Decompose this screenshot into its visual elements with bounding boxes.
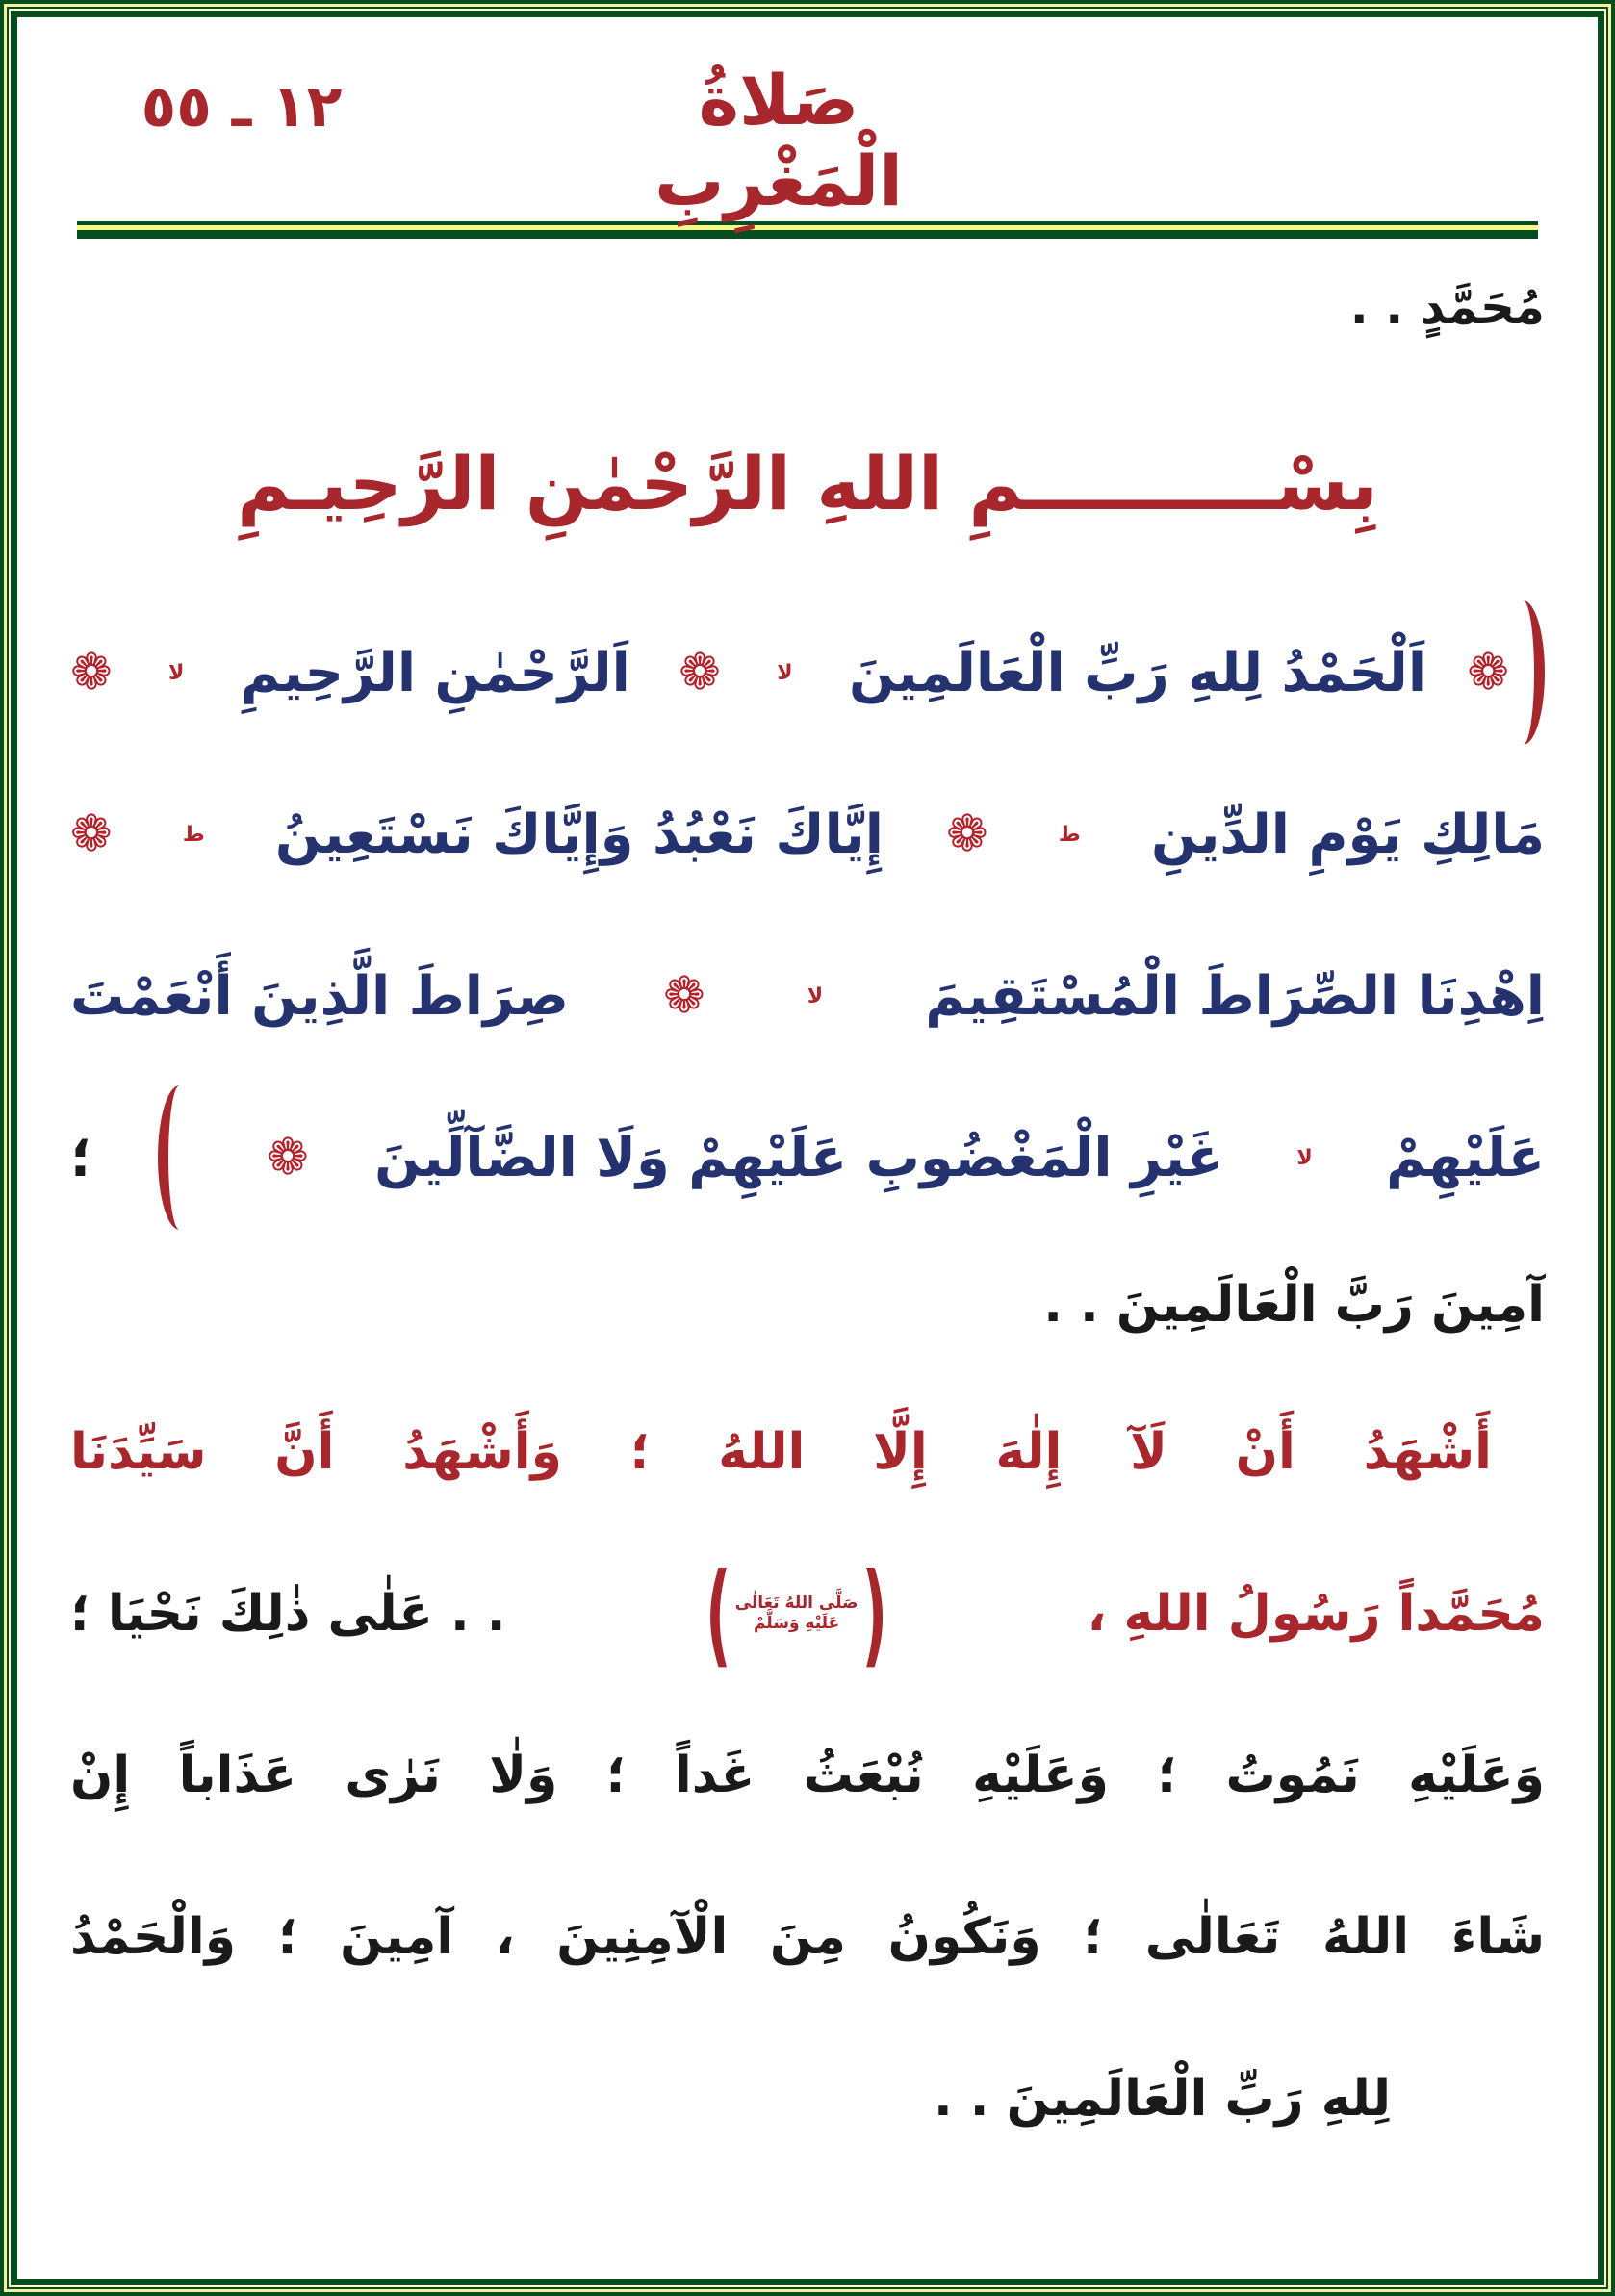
salawat-cartouche xyxy=(702,1548,891,1679)
fatiha-line-3 xyxy=(17,915,1598,1077)
prayer-line-4 xyxy=(17,1856,1598,2018)
fatiha-line-1 xyxy=(17,592,1598,753)
shahada-line-2 xyxy=(17,1533,1598,1695)
ornate-bracket-close-icon xyxy=(158,1085,201,1230)
crescent-icon xyxy=(158,1085,201,1230)
header xyxy=(17,17,1598,221)
cartouche-top-line: صَلَّى اللهُ تَعَالٰى xyxy=(734,1593,859,1613)
page-numbers: ١٢ ـ ٥٥ xyxy=(141,73,343,140)
text-segment: مُحَمَّداً رَسُولُ اللهِ ، xyxy=(1087,1585,1545,1643)
rosette-icon: ❁ xyxy=(70,805,113,863)
page-content xyxy=(17,17,1598,2279)
frame-pale-stripe xyxy=(9,9,1606,2287)
cartouche-open-paren: ( xyxy=(861,1548,888,1679)
text-segment: اِهْدِنَا الصِّرَاطَ الْمُسْتَقِيمَ xyxy=(925,964,1545,1028)
text-segment: اَلْحَمْدُ لِلهِ رَبِّ الْعَالَمِينَ xyxy=(849,641,1427,704)
divider-green-bottom xyxy=(77,230,1538,239)
rosette-icon: ❁ xyxy=(267,1129,309,1186)
text-segment: وَعَلَيْهِ نَمُوتُ ؛ وَعَلَيْهِ نُبْعَثُ غَداً ؛ وَلٰا نَرٰى عَذَاباً إِنْ xyxy=(70,1747,1545,1804)
text-segment: أَشْهَدُ أَنْ لَآ إِلٰهَ إِلَّا اللهُ ؛ وَأَشْهَدُ أَنَّ سَيِّدَنَا xyxy=(70,1423,1492,1481)
frame-yellow-stripe xyxy=(4,4,1611,2292)
prayer-line-5 xyxy=(17,2018,1598,2180)
amin-line: آمِينَ رَبَّ الْعَالَمِينَ . . xyxy=(1043,1276,1545,1334)
text-segment: غَيْرِ الْمَغْضُوبِ عَلَيْهِمْ وَلَا الضَّآلِّينَ xyxy=(374,1126,1224,1189)
frame-inner-green xyxy=(11,11,1604,2285)
page-title: صَلاةُ الْمَغْرِبِ xyxy=(654,60,903,221)
cartouche-text xyxy=(735,1594,859,1635)
ornate-bracket-open-icon xyxy=(1467,600,1545,745)
fatiha-line-2 xyxy=(17,753,1598,915)
cartouche-close-paren: ) xyxy=(705,1548,731,1679)
rosette-icon: ❁ xyxy=(679,644,721,702)
intro-line: مُحَمَّدٍ . . xyxy=(1349,279,1545,335)
frame-green-line xyxy=(7,7,1608,2289)
rosette-icon: ❁ xyxy=(663,967,705,1025)
rosette-icon: ❁ xyxy=(946,805,988,863)
text-segment: عَلَيْهِمْ xyxy=(1386,1126,1545,1189)
pause-mark: لا xyxy=(168,660,185,685)
text-segment: شَاءَ اللهُ تَعَالٰى ؛ وَنَكُونُ مِنَ الْآمِنِينَ ، آمِينَ ؛ وَالْحَمْدُ xyxy=(70,1908,1545,1966)
cartouche-bottom-line: عَلَيْهِ وَسَلَّمْ xyxy=(753,1614,840,1633)
pause-mark: ط xyxy=(182,822,205,847)
fatiha-line-4 xyxy=(17,1077,1598,1238)
header-divider xyxy=(77,221,1538,239)
rosette-icon: ❁ xyxy=(70,644,113,702)
text-segment: مَالِكِ يَوْمِ الدِّينِ xyxy=(1150,803,1545,866)
pause-mark: لا xyxy=(1296,1145,1313,1170)
pause-mark: لا xyxy=(807,983,824,1008)
rosette-icon: ❁ xyxy=(1467,644,1509,702)
text-segment: ؛ xyxy=(70,1126,92,1189)
text-segment: لِلهِ رَبِّ الْعَالَمِينَ . . xyxy=(933,2070,1391,2128)
prayer-line-3 xyxy=(17,1695,1598,1856)
pause-mark: لا xyxy=(777,660,793,685)
text-segment: . . عَلٰى ذٰلِكَ نَحْيَا ؛ xyxy=(70,1585,506,1643)
basmala-calligraphy: بِسْــــــــــمِ اللهِ الرَّحْمٰنِ الرَّحِيـمِ xyxy=(237,441,1378,526)
text-segment: إِيَّاكَ نَعْبُدُ وَإِيَّاكَ نَسْتَعِينُ xyxy=(274,803,884,866)
text-segment: صِرَاطَ الَّذِينَ أَنْعَمْتَ xyxy=(70,964,569,1028)
shahada-line-1 xyxy=(17,1371,1598,1533)
pause-mark: ط xyxy=(1058,822,1081,847)
text-segment: اَلرَّحْمٰنِ الرَّحِيمِ xyxy=(240,641,630,704)
